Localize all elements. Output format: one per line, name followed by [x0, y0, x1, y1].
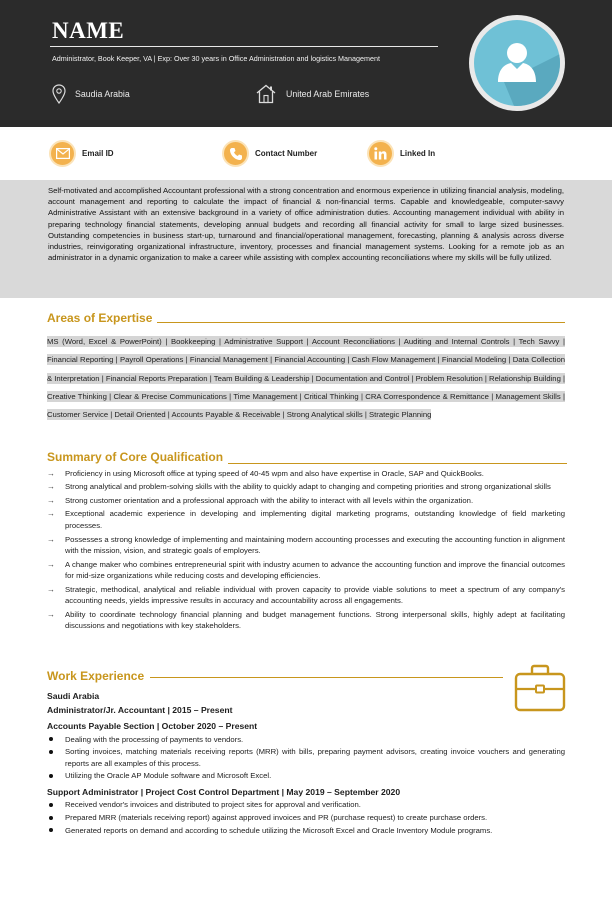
candidate-name: NAME: [52, 18, 125, 43]
expertise-divider: [157, 322, 565, 323]
list-item: → Strong customer orientation and a professional approach with the ability to interact with all levels within the organization.: [47, 495, 474, 505]
arrow-icon: →: [47, 469, 55, 478]
qualification-divider: [228, 463, 567, 464]
list-item: Received vendor's invoices and distributed to project sites for approval and verification.: [47, 799, 565, 810]
location-uae-label: United Arab Emirates: [286, 89, 370, 99]
arrow-icon: →: [47, 534, 55, 544]
contact-phone[interactable]: [222, 140, 317, 167]
list-item: Sorting invoices, matching materials receiving reports (MRR) with bills, preparing payment advisors, creating invoice vouchers and generating reports are all examples of this process.: [47, 746, 565, 768]
contact-linkedin[interactable]: [367, 140, 435, 167]
name-divider: [50, 46, 438, 47]
work-experience: [47, 690, 565, 838]
list-item: → Ability to coordinate technology financial planning and budget management functions. Strong interpersonal skills, highly adept at facilitating discussions and negotiations with key stakeholders.: [47, 609, 565, 631]
work-section-heading: Accounts Payable Section | October 2020 – Present: [47, 721, 258, 731]
email-label: Email ID: [82, 149, 114, 158]
bullet-icon: [49, 750, 53, 754]
list-item: Prepared MRR (materials receiving report) against approved invoices and PR (purchase request) to create purchase orders.: [47, 812, 565, 823]
work-section-list: [47, 734, 565, 782]
list-item: → Strong analytical and problem-solving skills with the ability to quickly adapt to changing and competing priorities and strong organizational skills: [47, 482, 551, 492]
map-pin-icon: [52, 84, 66, 104]
list-item: → Exceptional academic experience in developing and implementing digital marketing programs, outstanding knowledge of field marketing processes.: [47, 509, 565, 531]
list-item: Dealing with the processing of payments to vendors.: [47, 734, 565, 745]
list-item: → Possesses a strong knowledge of implementing and maintaining modern accounting processes and executing the accounting function in alignment with the mission, vision, and strategic goals of employers.: [47, 534, 565, 556]
qualification-list: [47, 468, 565, 634]
profile-photo: [469, 15, 565, 111]
expertise-text: MS (Word, Excel & PowerPoint) | Bookkeeping | Administrative Support | Account Reconciliations | Auditing and Internal Controls | Tech Savvy | Financial Reporting | Payroll Operations | Financial Management | Financial Accounting | Cash Flow Management | Financial Modeling | Data Collection & Interpretation | Financial Reports Preparation | Team Building & Leadership | Documentation and Control | Problem Resolution | Relationship Building | Creative Thinking | Clear & Precise Communications | Time Management | Critical Thinking | CRA Correspondence & Remittance | Management Skills | Customer Service | Detail Oriented | Accounts Payable & Receivable | Strong Analytical skills | Strategic Planning: [47, 337, 565, 420]
envelope-icon: [56, 148, 70, 159]
arrow-icon: →: [47, 559, 55, 569]
arrow-icon: →: [47, 609, 55, 619]
bullet-icon: [49, 816, 53, 820]
linkedin-icon: [374, 147, 387, 160]
location-saudi: [52, 84, 130, 104]
work-section-heading: Support Administrator | Project Cost Control Department | May 2019 – September 2020: [47, 786, 401, 797]
bullet-icon: [49, 774, 53, 778]
phone-icon: [229, 147, 243, 161]
contact-bar: [0, 127, 612, 180]
phone-label: Contact Number: [255, 149, 318, 158]
professional-summary: Self-motivated and accomplished Accountant professional with a strong concentration and enormous experience in utilizing financial analysis, modeling, account management and reporting to calculate the impact of financial & non-financial terms. Capable and knowledgeable, computer-savvy Administrative Assistant with an extensive background in a variety of office administration duties. Accounting management individual with ability in preparing technology financial statements, developing annual budgets and recording all financial activity for small to large sized businesses. Outstanding competencies in business start-up, turnaround and financial/operational management, forecasting, planning & analysis across diverse industries, reinvigorating organizational infrastructure, inventory, processes and financial management systems. Looking for a remote job as an administrator in a dynamic organization to make a career while assisting with complex accounting reconciliations where my skills will be fully utilized.: [0, 180, 612, 298]
work-section-list: [47, 799, 565, 836]
list-item: → A change maker who combines entrepreneurial spirit with industry acumen to advance the accounting function and improve the financial outcomes for mid-size organizations while reducing costs and developing efficiencies.: [47, 559, 565, 581]
list-item: → Proficiency in using Microsoft office at typing speed of 40-45 wpm and also have expertise in Oracle, SAP and QuickBooks.: [47, 469, 484, 478]
work-divider: [150, 677, 503, 678]
list-item: Utilizing the Oracle AP Module software and Microsoft Excel.: [47, 770, 565, 781]
arrow-icon: →: [47, 495, 55, 505]
user-avatar-icon: [474, 20, 560, 106]
location-saudi-label: Saudia Arabia: [75, 89, 130, 99]
list-item: → Strategic, methodical, analytical and reliable individual with proven capacity to provide viable solutions to meet a spectrum of any company's accounting needs, yields impressive results in accuracy and accountability across all engagements.: [47, 584, 565, 606]
header: [0, 0, 612, 127]
arrow-icon: →: [47, 482, 55, 492]
bullet-icon: [49, 828, 53, 832]
home-icon: [255, 84, 277, 104]
work-role: Administrator/Jr. Accountant | 2015 – Present: [47, 704, 233, 715]
contact-email[interactable]: [49, 140, 114, 167]
bullet-icon: [49, 803, 53, 807]
work-heading: Work Experience: [47, 669, 145, 683]
expertise-list: [47, 333, 565, 424]
arrow-icon: →: [47, 584, 55, 594]
list-item: Generated reports on demand and according to schedule utilizing the Microsoft Excel and Oracle Inventory Module programs.: [47, 825, 565, 836]
work-country: Saudi Arabia: [47, 691, 100, 701]
qualification-heading: Summary of Core Qualification: [47, 450, 224, 464]
expertise-heading: Areas of Expertise: [47, 311, 153, 325]
location-uae: [255, 84, 369, 104]
bullet-icon: [49, 737, 53, 741]
linkedin-label: Linked In: [400, 149, 436, 158]
candidate-subtitle: Administrator, Book Keeper, VA | Exp: Over 30 years in Office Administration and logistics Management: [52, 54, 380, 63]
arrow-icon: →: [47, 509, 55, 519]
